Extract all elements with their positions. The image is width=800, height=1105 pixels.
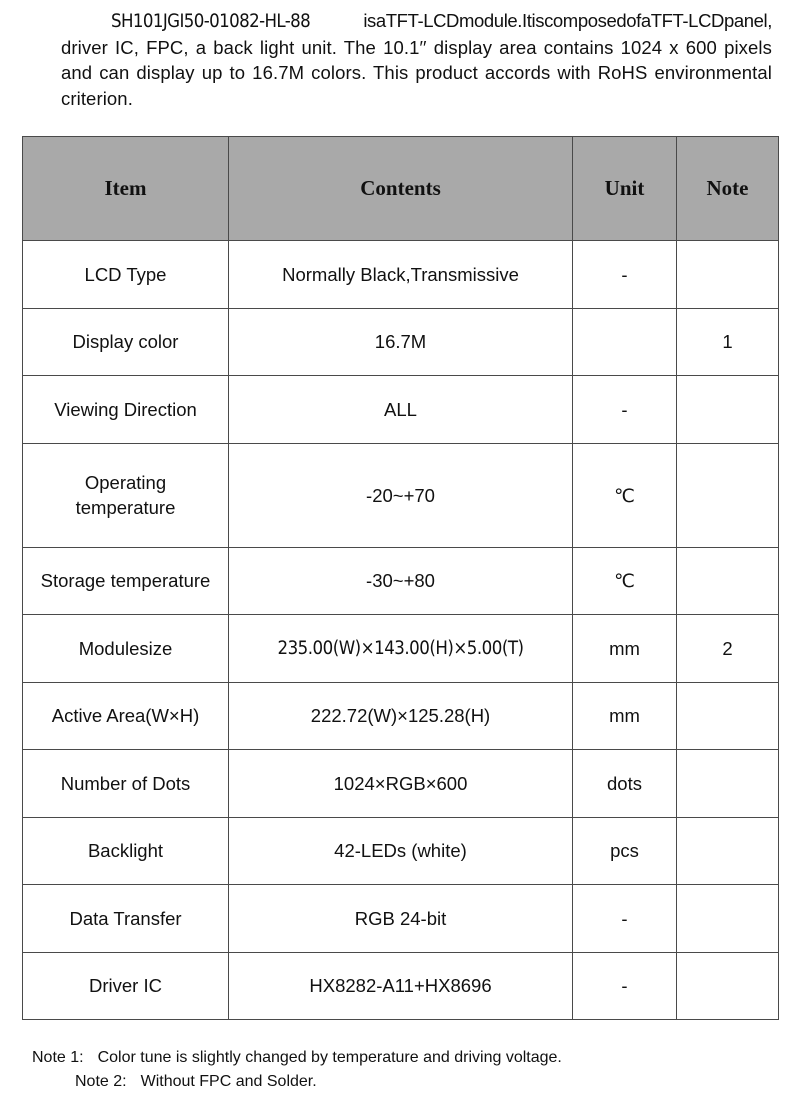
part-number: SH101JGI50-01082-HL-88 (111, 11, 311, 32)
table-header-row (23, 137, 779, 241)
item-cell: Driver IC (23, 952, 229, 1020)
note-cell (677, 376, 779, 444)
contents-cell: HX8282-A11+HX8696 (229, 952, 573, 1020)
spec-table (22, 136, 779, 1020)
table-row (23, 308, 779, 376)
contents-cell: 235.00(W)×143.00(H)×5.00(T) (229, 615, 573, 683)
table-row (23, 750, 779, 818)
contents-cell: 222.72(W)×125.28(H) (229, 682, 573, 750)
contents-cell: -30~+80 (229, 547, 573, 615)
footnote-text: Color tune is slightly changed by temperature and driving voltage. (97, 1049, 562, 1066)
item-cell: Active Area(W×H) (23, 682, 229, 750)
table-row (23, 615, 779, 683)
table-row (23, 682, 779, 750)
contents-cell: RGB 24-bit (229, 885, 573, 953)
intro-paragraph (61, 8, 772, 111)
item-cell: Data Transfer (23, 885, 229, 953)
intro-sentence-start: isaTFT-LCDmodule.ItiscomposedofaTFT-LCDpanel, (363, 10, 772, 31)
footnote-text: Without FPC and Solder. (140, 1073, 317, 1090)
unit-cell: pcs (573, 817, 677, 885)
note-cell (677, 682, 779, 750)
contents-cell: ALL (229, 376, 573, 444)
note-cell (677, 750, 779, 818)
note-cell (677, 443, 779, 547)
table-row (23, 241, 779, 309)
note-cell (677, 952, 779, 1020)
note-cell: 2 (677, 615, 779, 683)
item-cell: LCD Type (23, 241, 229, 309)
contents-cell: 1024×RGB×600 (229, 750, 573, 818)
header-note: Note (677, 137, 779, 241)
table-row (23, 885, 779, 953)
note-cell (677, 885, 779, 953)
contents-cell: 16.7M (229, 308, 573, 376)
contents-cell: Normally Black,Transmissive (229, 241, 573, 309)
unit-cell: mm (573, 682, 677, 750)
table-row (23, 817, 779, 885)
contents-cell: -20~+70 (229, 443, 573, 547)
unit-cell: ℃ (573, 547, 677, 615)
item-cell: Viewing Direction (23, 376, 229, 444)
header-contents: Contents (229, 137, 573, 241)
table-row (23, 376, 779, 444)
footnote (32, 1046, 562, 1070)
unit-cell: - (573, 376, 677, 444)
unit-cell (573, 308, 677, 376)
note-cell: 1 (677, 308, 779, 376)
item-cell: Operating temperature (23, 443, 229, 547)
item-cell: Backlight (23, 817, 229, 885)
unit-cell: dots (573, 750, 677, 818)
footnote-label: Note 1: (32, 1049, 84, 1066)
item-cell: Storage temperature (23, 547, 229, 615)
footnote-label: Note 2: (75, 1073, 127, 1090)
header-item: Item (23, 137, 229, 241)
item-cell: Modulesize (23, 615, 229, 683)
footnotes (32, 1046, 562, 1094)
unit-cell: ℃ (573, 443, 677, 547)
table-row (23, 952, 779, 1020)
unit-cell: - (573, 952, 677, 1020)
note-cell (677, 241, 779, 309)
note-cell (677, 817, 779, 885)
table-row (23, 547, 779, 615)
footnote (32, 1070, 562, 1094)
note-cell (677, 547, 779, 615)
intro-sentence-rest: driver IC, FPC, a back light unit. The 10.1′′ display area contains 1024 x 600 pixels and can display up to 16.7M colors. This product accords with RoHS environmental criterion. (61, 36, 772, 109)
unit-cell: - (573, 885, 677, 953)
contents-cell: 42-LEDs (white) (229, 817, 573, 885)
unit-cell: - (573, 241, 677, 309)
item-cell: Number of Dots (23, 750, 229, 818)
item-cell: Display color (23, 308, 229, 376)
header-unit: Unit (573, 137, 677, 241)
unit-cell: mm (573, 615, 677, 683)
table-row (23, 443, 779, 547)
